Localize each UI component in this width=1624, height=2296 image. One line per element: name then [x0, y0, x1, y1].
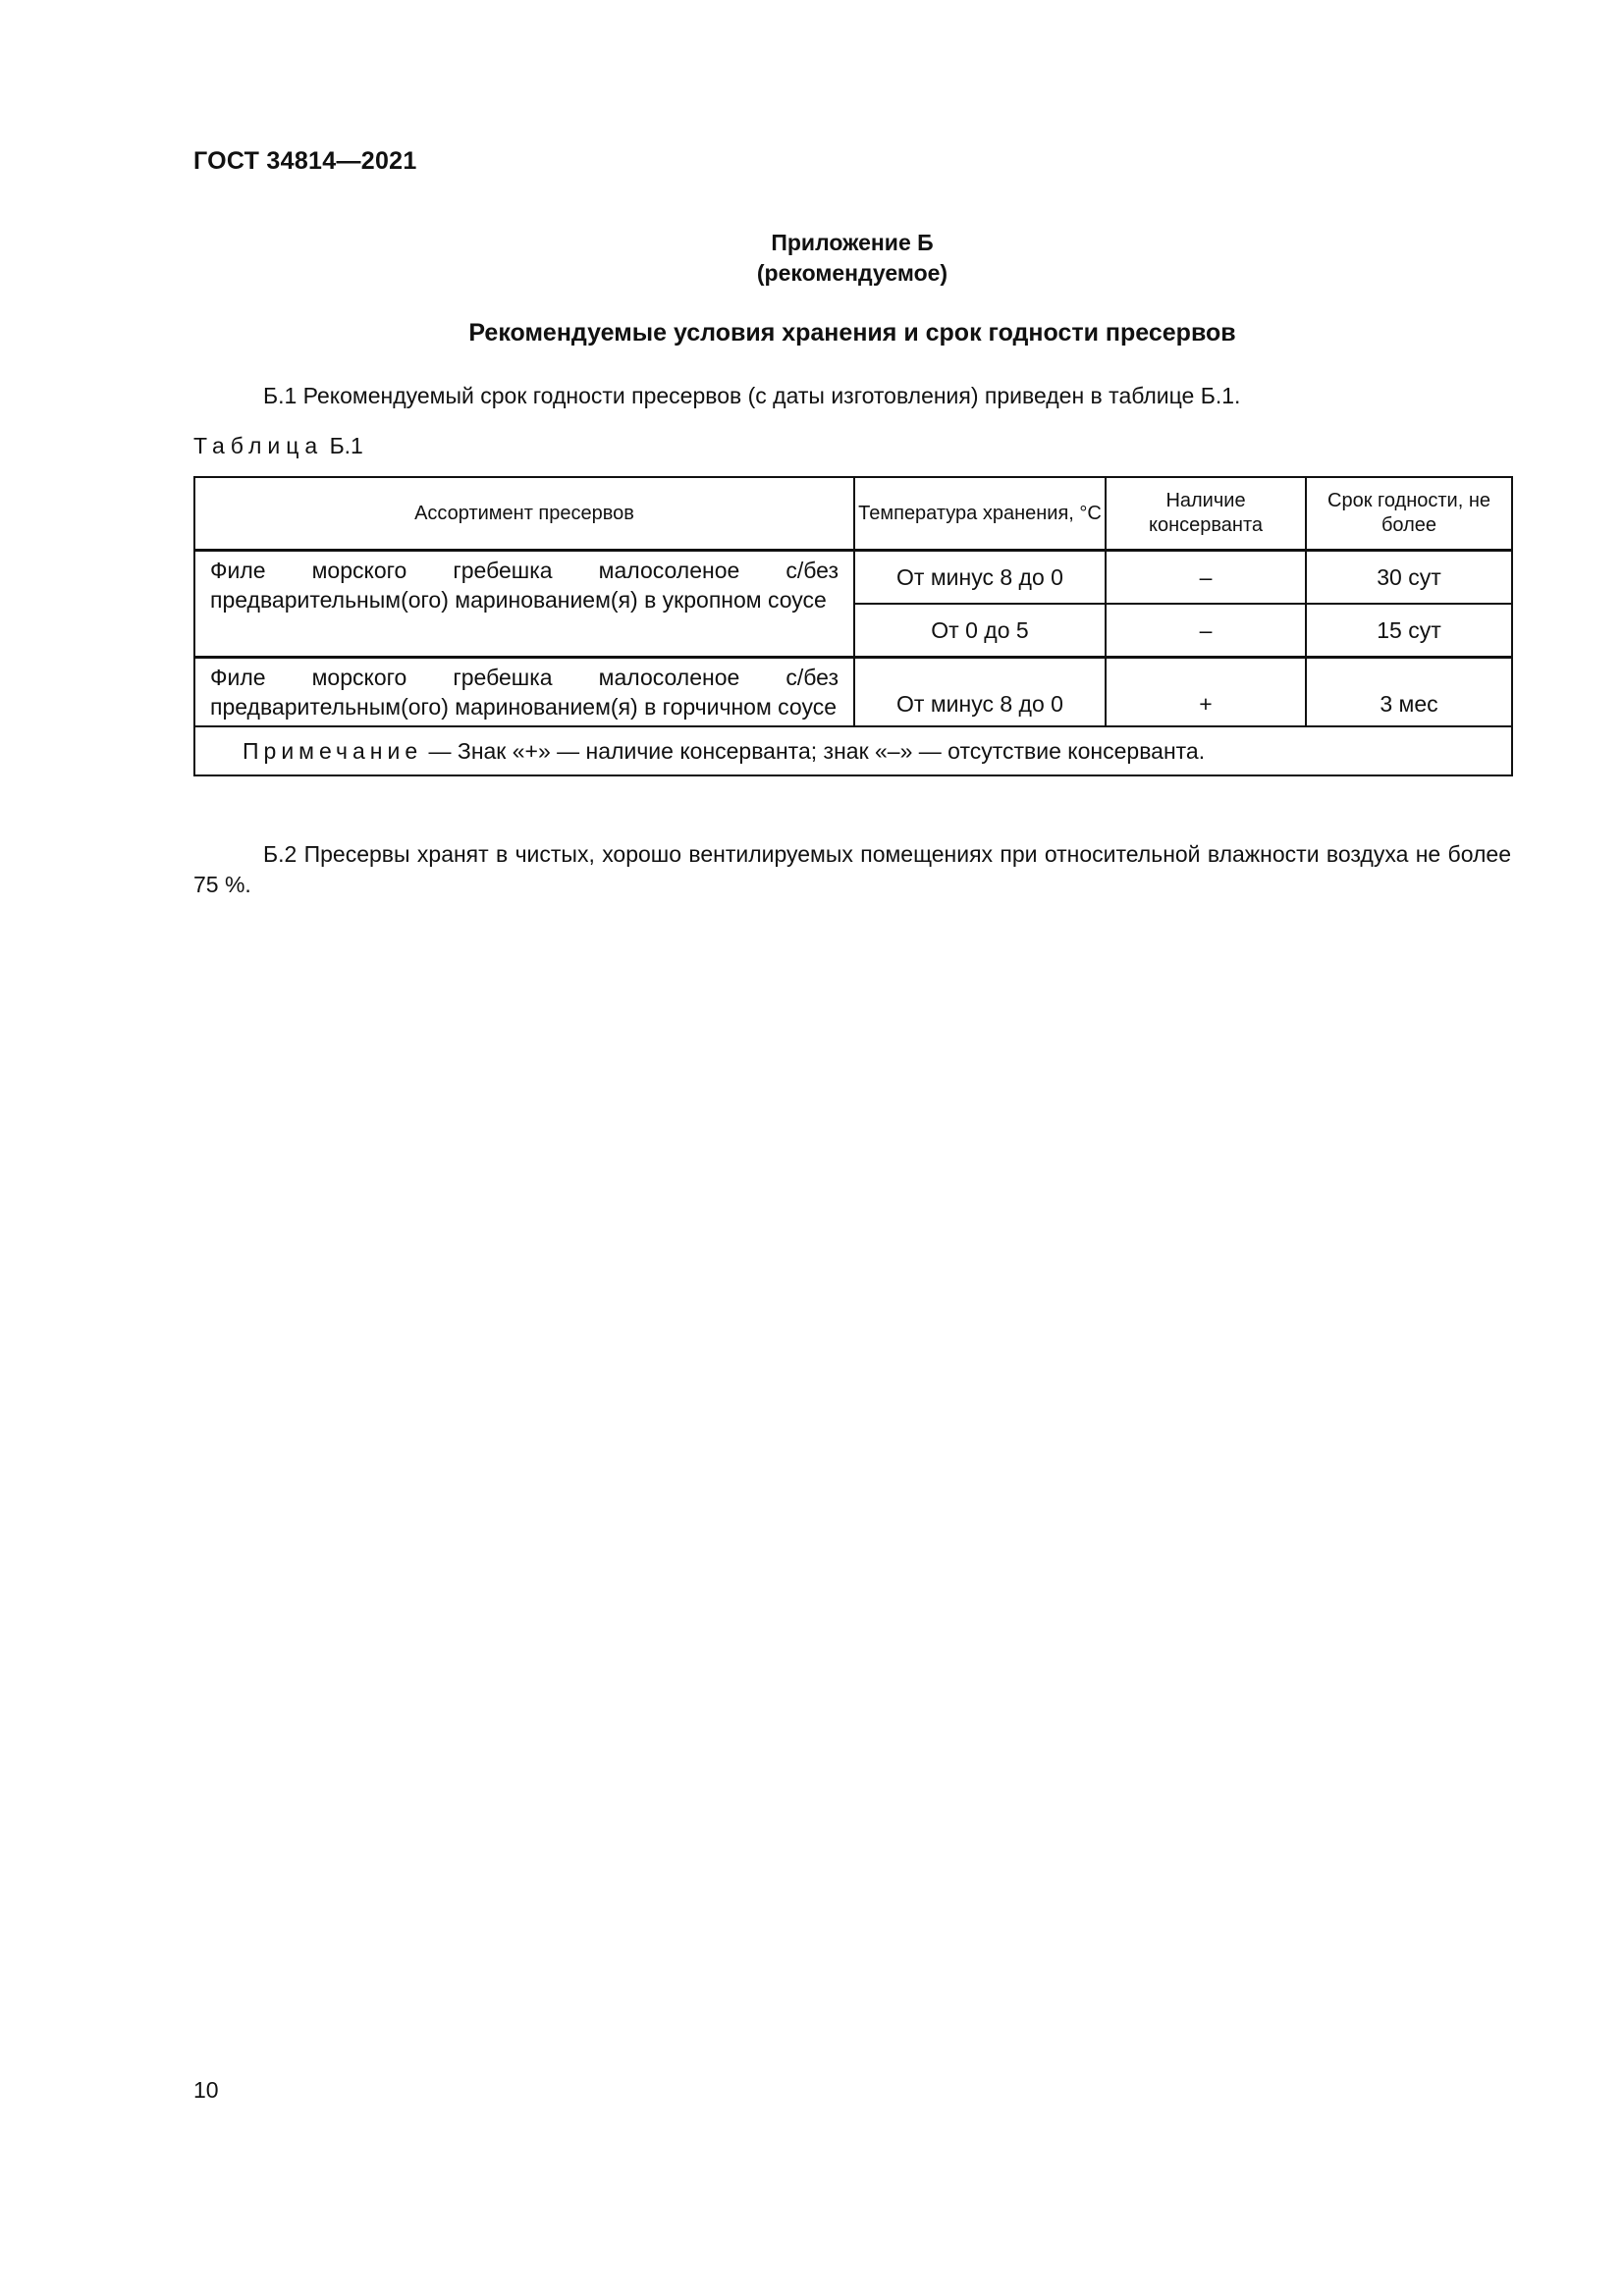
header-temperature: Температура хранения, °С: [854, 477, 1106, 551]
preservative-cell: –: [1106, 604, 1306, 658]
document-code: ГОСТ 34814—2021: [193, 147, 417, 175]
table-row: [194, 551, 1512, 605]
shelf-life-cell: 3 мес: [1306, 658, 1512, 727]
page-number: 10: [193, 2077, 219, 2103]
paragraph-b1: Б.1 Рекомендуемый срок годности пресервов (с даты изготовления) приведен в таблице Б.1.: [263, 383, 1241, 408]
table-header-row: [194, 477, 1512, 551]
header-assortment: Ассортимент пресервов: [194, 477, 854, 551]
temperature-cell: От минус 8 до 0: [854, 551, 1106, 605]
product-cell: Филе морского гребешка малосоленое с/без предварительным(ого) маринованием(я) в укропном соусе: [194, 551, 854, 658]
temperature-cell: От 0 до 5: [854, 604, 1106, 658]
note-text: — Знак «+» — наличие консерванта; знак «–» — отсутствие консерванта.: [422, 737, 1206, 764]
product-cell: Филе морского гребешка малосоленое с/без предварительным(ого) маринованием(я) в горчичном соусе: [194, 658, 854, 727]
shelf-life-cell: 15 сут: [1306, 604, 1512, 658]
table-caption-label: Таблица: [193, 433, 324, 458]
table-row: [194, 658, 1512, 727]
storage-table: [193, 476, 1513, 776]
header-preservative: Наличие консерванта: [1106, 477, 1306, 551]
preservative-cell: +: [1106, 658, 1306, 727]
appendix-status: (рекомендуемое): [756, 260, 948, 286]
shelf-life-cell: 30 сут: [1306, 551, 1512, 605]
appendix-title: Приложение Б: [771, 230, 934, 255]
note-label: Примечание: [243, 737, 423, 764]
table-caption: [193, 433, 363, 459]
section-title: Рекомендуемые условия хранения и срок годности пресервов: [468, 319, 1236, 347]
table-note: [194, 726, 1512, 775]
temperature-cell: От минус 8 до 0: [854, 658, 1106, 727]
paragraph-b2: Б.2 Пресервы хранят в чистых, хорошо вентилируемых помещениях при относительной влажности воздуха не более 75 %.: [193, 841, 1511, 897]
table-note-row: [194, 726, 1512, 775]
appendix-heading: [0, 228, 1624, 289]
preservative-cell: –: [1106, 551, 1306, 605]
header-shelf-life: Срок годности, не более: [1306, 477, 1512, 551]
table-caption-number: Б.1: [329, 433, 363, 458]
